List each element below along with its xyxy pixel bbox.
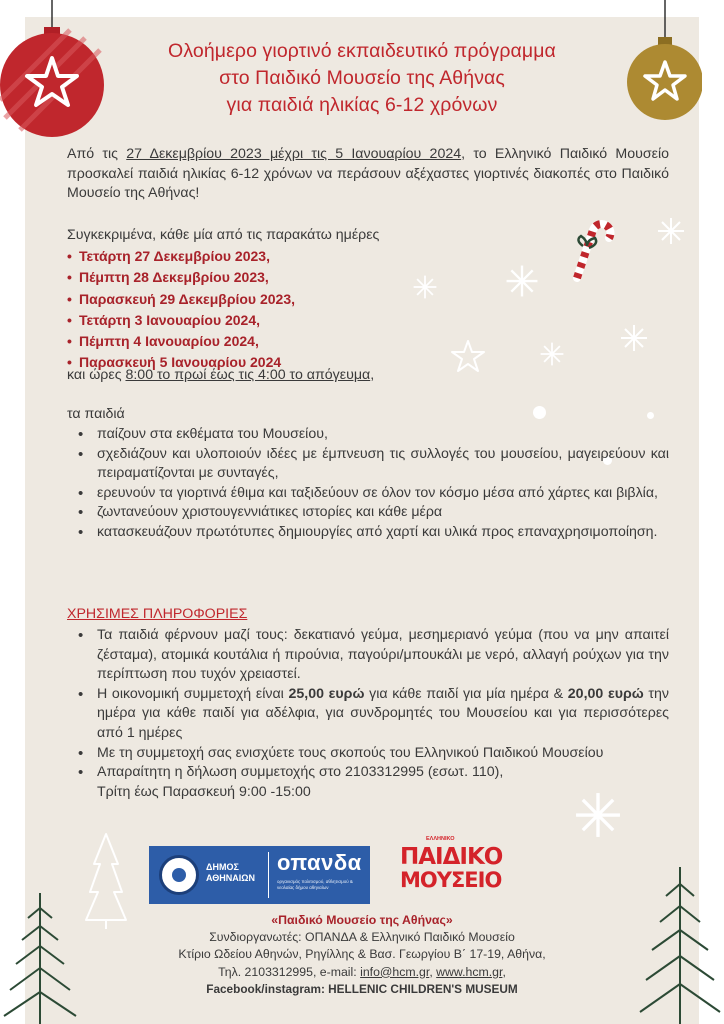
- opanda-label: οπανδα: [277, 850, 362, 875]
- price-single: 25,00 ευρώ: [288, 685, 365, 702]
- intro-post: , το Ελληνικό Παιδικό Μουσείο προσκαλεί παιδιά ηλικίας 6-12 χρόνων να περάσουν αξέχαστες γιορτινές διακοπές στο Παιδικό Μουσείο της Αθήνας!: [67, 146, 669, 202]
- snowflake-icon: [503, 262, 541, 300]
- activity-item: • κατασκευάζουν πρωτότυπες δημιουργίες από χαρτί και υλικά προς επαναχρησιμοποίηση.: [67, 523, 669, 543]
- activity-item: • σχεδιάζουν και υλοποιούν ιδέες με έμπνευση τις συλλογές του μουσείου, μαγειρεύουν και πειραματίζονται με συνταγές,: [67, 445, 669, 484]
- info-hours: Τρίτη έως Παρασκευή 9:00 -15:00: [97, 783, 311, 800]
- info-item: [67, 763, 669, 802]
- logo-divider: [268, 852, 269, 898]
- day-item: • Παρασκευή 5 Ιανουαρίου 2024: [67, 352, 295, 373]
- footer: [140, 912, 584, 998]
- days-intro: Συγκεκριμένα, κάθε μία από τις παρακάτω ημέρες: [67, 227, 380, 243]
- info-text: Η οικονομική συμμετοχή είναι: [97, 685, 289, 702]
- info-registration: • Απαραίτητη η δήλωση συμμετοχής στο 2103312995 (εσωτ. 110),: [97, 764, 504, 781]
- museum-logo-line1: ΠΑΙΔΙΚΟ: [400, 844, 503, 870]
- intro-paragraph: [67, 145, 669, 204]
- crest-icon: [159, 855, 199, 895]
- ornament-gold-icon: [622, 0, 702, 130]
- opanda-tagline: οργανισμός πολιτισμού, αθλητισμού & νεολαίας δήμου αθηναίων: [277, 879, 353, 890]
- hours-time: 8:00 το πρωί έως τις 4:00 το απόγευμα: [125, 367, 371, 383]
- price-discount: 20,00 ευρώ: [567, 685, 644, 702]
- day-item: • Τετάρτη 27 Δεκεμβρίου 2023,: [67, 246, 295, 267]
- info-item: • Με τη συμμετοχή σας ενισχύετε τους σκοπούς του Ελληνικού Παιδικού Μουσείου: [67, 744, 669, 764]
- activity-item: • παίζουν στα εκθέματα του Μουσείου,: [67, 425, 669, 445]
- info-list: [67, 626, 669, 802]
- snow-dot: [647, 412, 654, 419]
- day-item: • Πέμπτη 4 Ιανουαρίου 2024,: [67, 331, 295, 352]
- day-item: • Παρασκευή 29 Δεκεμβρίου 2023,: [67, 289, 295, 310]
- title-line-3: για παιδιά ηλικίας 6-12 χρόνων: [226, 94, 498, 116]
- info-text: για κάθε παιδί για μία ημέρα &: [364, 685, 568, 702]
- snowflake-icon: [618, 322, 650, 354]
- kids-intro: τα παιδιά: [67, 406, 125, 422]
- footer-sep: ,: [429, 964, 437, 979]
- hours-post: ,: [370, 367, 375, 383]
- page-title: [100, 38, 624, 119]
- intro-pre: Από τις: [67, 146, 127, 162]
- snowflake-icon: [538, 340, 566, 368]
- footer-address: Κτίριο Ωδείου Αθηνών, Ρηγίλλης & Βασ. Γεωργίου Β΄ 17-19, Αθήνα,: [178, 947, 546, 962]
- hours-pre: και ώρες: [67, 367, 126, 383]
- footer-phone: Τηλ. 2103312995, e-mail:: [218, 964, 361, 979]
- dimos-label: ΔΗΜΟΣ ΑΘΗΝΑΙΩΝ: [206, 862, 255, 883]
- email-link[interactable]: info@hcm.gr: [360, 964, 430, 979]
- candy-cane-icon: [565, 208, 615, 283]
- footer-organizers: Συνδιοργανωτές: ΟΠΑΝΔΑ & Ελληνικό Παιδικό Μουσείο: [209, 930, 515, 945]
- title-line-1: Ολοήμερο γιορτινό εκπαιδευτικό πρόγραμμα: [168, 40, 556, 62]
- day-item: • Πέμπτη 28 Δεκεμβρίου 2023,: [67, 267, 295, 288]
- footer-sep: ,: [502, 964, 506, 979]
- days-list: [67, 246, 295, 374]
- info-item: • Τα παιδιά φέρνουν μαζί τους: δεκατιανό γεύμα, μεσημεριανό γεύμα (που να μην απαιτεί ζέσταμα), ατομικά κουτάλια ή πιρούνια, παγούρι/μπουκάλι με νερό, αλλαγή ρούχων για την περίπτωση που τυχόν χρειαστεί.: [67, 626, 669, 685]
- star-outline-icon: [450, 338, 486, 374]
- intro-dates: 27 Δεκεμβρίου 2023 μέχρι τις 5 Ιανουαρίου 2024: [126, 146, 462, 162]
- day-item: • Τετάρτη 3 Ιανουαρίου 2024,: [67, 310, 295, 331]
- snowflake-icon: [655, 215, 687, 247]
- tree-outline-icon: [84, 832, 128, 930]
- activities-list: [67, 425, 669, 543]
- title-line-2: στο Παιδικό Μουσείο της Αθήνας: [219, 67, 505, 89]
- museum-logo-top: ΕΛΛΗΝΙΚΟ: [426, 836, 455, 842]
- info-item: [67, 685, 669, 744]
- ornament-red-icon: [0, 0, 105, 140]
- activity-item: • ερευνούν τα γιορτινά έθιμα και ταξιδεύουν σε όλον τον κόσμο μέσα από χάρτες και βιβλία,: [67, 484, 669, 504]
- museum-logo: [400, 836, 503, 904]
- footer-social: Facebook/instagram: HELLENIC CHILDREN'S MUSEUM: [206, 981, 518, 996]
- activity-item: • ζωντανεύουν χριστουγεννιάτικες ιστορίες και κάθε μέρα: [67, 503, 669, 523]
- pine-tree-icon: [0, 888, 80, 1024]
- museum-logo-line2: ΜΟΥΣΕΙΟ: [400, 868, 502, 892]
- dimos-opanda-logo: [149, 846, 370, 904]
- website-link[interactable]: www.hcm.gr: [436, 964, 503, 979]
- footer-contact: [140, 964, 584, 981]
- snow-dot: [533, 406, 546, 419]
- pine-tree-icon: [636, 862, 724, 1024]
- snowflake-icon: [411, 273, 439, 301]
- hours-line: [67, 366, 374, 386]
- info-heading: ΧΡΗΣΙΜΕΣ ΠΛΗΡΟΦΟΡΙΕΣ: [67, 606, 248, 622]
- info-text: την ημέρα για κάθε παιδί για αδέλφια, για συνδρομητές του Μουσείου και για περισσότερες από 1 ημέρες: [97, 685, 670, 741]
- footer-name: «Παιδικό Μουσείο της Αθήνας»: [271, 913, 453, 927]
